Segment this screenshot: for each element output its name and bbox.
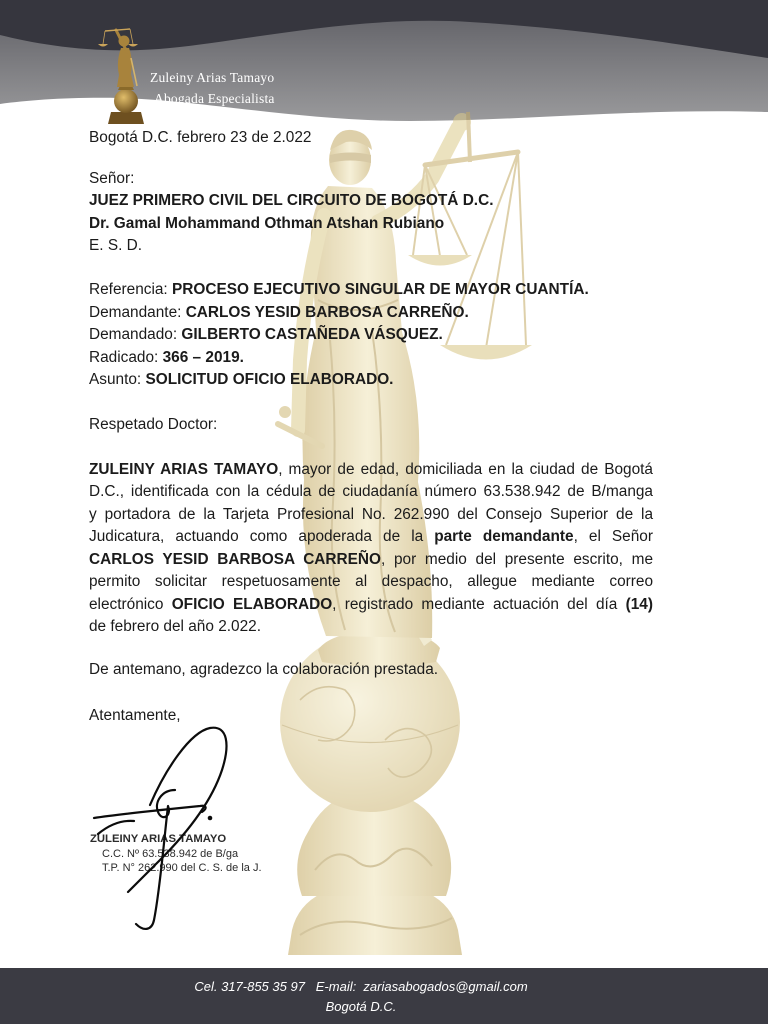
recipient-block (89, 168, 653, 258)
body-paragraph (89, 459, 653, 639)
body-line (89, 504, 653, 526)
signer-name: ZULEINY ARIAS TAMAYO (90, 833, 227, 845)
recipient-salutation: Señor: (89, 170, 135, 187)
greeting: Respetado Doctor: (89, 416, 218, 433)
body-text: , mayor de edad, domiciliada en la ciudad de Bogotá (278, 461, 653, 478)
document-bold: OFICIO ELABORADO (171, 595, 333, 613)
body-line (89, 616, 653, 638)
subject-value: SOLICITUD OFICIO ELABORADO. (145, 371, 394, 388)
defendant-line (89, 324, 653, 347)
footer-bar (0, 968, 768, 1024)
references-block (89, 279, 653, 392)
case-number-label: Radicado: (89, 348, 159, 366)
signature-icon (80, 720, 280, 940)
footer-contact: Cel. 317-855 35 97 E-mail: zariasabogados@gmail.com (194, 979, 528, 994)
signer-id: C.C. Nº 63.538.942 de B/ga (102, 847, 239, 860)
body-text: de febrero del año 2.022. (89, 618, 261, 636)
case-number-line (89, 347, 653, 370)
recipient-judge: Dr. Gamal Mohammand Othman Atshan Rubiano (89, 214, 445, 232)
defendant-value: GILBERTO CASTAÑEDA VÁSQUEZ. (181, 326, 443, 343)
lawyer-name: Zuleiny Arias Tamayo (150, 70, 275, 85)
body-text: permito solicitar respetuosamente al despacho, allegue mediante correo (89, 573, 653, 591)
thanks-line: De antemano, agradezco la colaboración prestada. (89, 661, 439, 678)
recipient-esd: E. S. D. (89, 237, 143, 255)
lawyer-title: Abogada Especialista (154, 91, 275, 106)
body-line (89, 459, 653, 481)
plaintiff-value: CARLOS YESID BARBOSA CARREÑO. (185, 303, 469, 321)
body-line (89, 594, 653, 616)
party-bold: parte demandante (434, 528, 574, 546)
body-text: D.C., identificada con la cédula de ciudadanía número 63.538.942 de B/manga (89, 483, 653, 501)
subject-label: Asunto: (89, 371, 142, 388)
lawyer-name-bold: ZULEINY ARIAS TAMAYO (89, 461, 279, 478)
reference-label: Referencia: (89, 281, 168, 298)
closing-line: Atentamente, (89, 707, 181, 724)
subject-line (89, 369, 653, 392)
day-bold: (14) (625, 595, 653, 613)
date-line: Bogotá D.C. febrero 23 de 2.022 (89, 129, 312, 146)
footer-city: Bogotá D.C. (325, 999, 397, 1014)
body-line (89, 549, 653, 571)
body-line (89, 481, 653, 503)
body-line (89, 526, 653, 548)
plaintiff-name-bold: CARLOS YESID BARBOSA CARREÑO (89, 550, 382, 568)
plaintiff-label: Demandante: (89, 303, 182, 321)
reference-value: PROCESO EJECUTIVO SINGULAR DE MAYOR CUANTÍA. (172, 281, 589, 298)
recipient-court: JUEZ PRIMERO CIVIL DEL CIRCUITO DE BOGOTÁ D.C. (89, 192, 494, 210)
body-text: , registrado mediante actuación del día (332, 595, 626, 613)
reference-line (89, 279, 653, 302)
signer-license: T.P. N° 262.990 del C. S. de la J. (102, 862, 262, 874)
body-text: , el Señor (573, 528, 653, 546)
body-text: electrónico (89, 595, 172, 613)
body-text: , por medio del presente escrito, me (381, 550, 653, 568)
defendant-label: Demandado: (89, 326, 178, 343)
body-line (89, 571, 653, 593)
plaintiff-line (89, 302, 653, 325)
case-number-value: 366 – 2019. (162, 348, 244, 366)
body-text: Judicatura, actuando como apoderada de la (89, 528, 435, 546)
body-text: y portadora de la Tarjeta Profesional No. 262.990 del Consejo Superior de la (89, 505, 653, 523)
